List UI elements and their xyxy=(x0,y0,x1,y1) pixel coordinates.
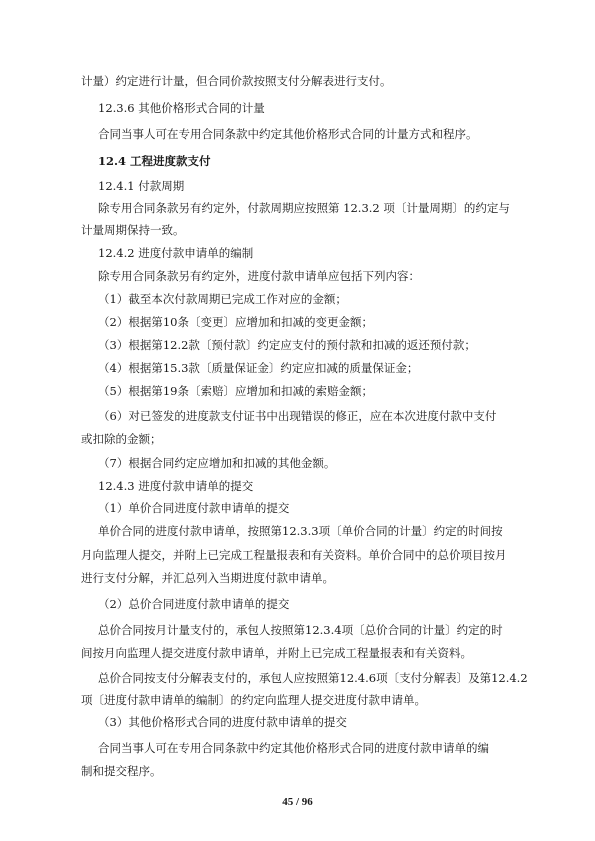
text-line: 制和提交程序。 xyxy=(81,764,162,778)
text-line: 合同当事人可在专用合同条款中约定其他价格形式合同的进度付款申请单的编 xyxy=(98,741,489,755)
section-heading-12-4: 12.4 工程进度款支付 xyxy=(98,154,211,168)
list-item: （5）根据第19条〔索赔〕应增加和扣减的索赔金额； xyxy=(98,384,373,398)
section-heading-12-4-1: 12.4.1 付款周期 xyxy=(98,179,185,193)
section-heading-12-4-3: 12.4.3 进度付款申请单的提交 xyxy=(98,479,254,493)
list-item: （1）截至本次付款周期已完成工作对应的金额； xyxy=(98,292,347,306)
text-line: 总价合同按支付分解表支付的，承包人应按照第12.4.6项〔支付分解表〕及第12.4.2 xyxy=(98,671,528,685)
section-heading-12-4-2: 12.4.2 进度付款申请单的编制 xyxy=(98,246,254,260)
list-item: （3）根据第12.2款〔预付款〕约定应支付的预付款和扣减的返还预付款； xyxy=(98,338,476,352)
text-line: 项〔进度付款申请单的编制〕的约定向监理人提交进度付款申请单。 xyxy=(81,693,426,707)
text-line: 月向监理人提交，并附上已完成工程量报表和有关资料。单价合同中的总价项目按月 xyxy=(81,548,507,562)
page-number: 45 / 96 xyxy=(282,796,313,808)
subsection-heading: （3）其他价格形式合同的进度付款申请单的提交 xyxy=(98,715,347,729)
list-item: （2）根据第10条〔变更〕应增加和扣减的变更金额； xyxy=(98,315,373,329)
list-item-continuation: 或扣除的金额； xyxy=(81,432,162,446)
text-line: 除专用合同条款另有约定外，进度付款申请单应包括下列内容： xyxy=(98,269,420,283)
list-item: （6）对已签发的进度款支付证书中出现错误的修正，应在本次进度付款中支付 xyxy=(98,409,497,423)
subsection-heading: （1）单价合同进度付款申请单的提交 xyxy=(98,501,290,515)
list-item: （7）根据合同约定应增加和扣减的其他金额。 xyxy=(98,456,336,470)
text-line: 计量）约定进行计量，但合同价款按照支付分解表进行支付。 xyxy=(81,74,392,88)
text-line: 总价合同按月计量支付的，承包人按照第12.3.4项〔总价合同的计量〕约定的时 xyxy=(98,623,503,637)
list-item: （4）根据第15.3款〔质量保证金〕约定应扣减的质量保证金； xyxy=(98,361,419,375)
text-line: 除专用合同条款另有约定外，付款周期应按照第 12.3.2 项〔计量周期〕的约定与 xyxy=(98,201,510,215)
text-line: 单价合同的进度付款申请单，按照第12.3.3项〔单价合同的计量〕约定的时间按 xyxy=(98,524,503,538)
text-line: 计量周期保持一致。 xyxy=(81,223,185,237)
text-line: 合同当事人可在专用合同条款中约定其他价格形式合同的计量方式和程序。 xyxy=(98,127,478,141)
text-line: 进行支付分解，并汇总列入当期进度付款申请单。 xyxy=(81,571,334,585)
section-heading-12-3-6: 12.3.6 其他价格形式合同的计量 xyxy=(98,101,265,115)
subsection-heading: （2）总价合同进度付款申请单的提交 xyxy=(98,597,290,611)
text-line: 间按月向监理人提交进度付款申请单，并附上已完成工程量报表和有关资料。 xyxy=(81,646,472,660)
